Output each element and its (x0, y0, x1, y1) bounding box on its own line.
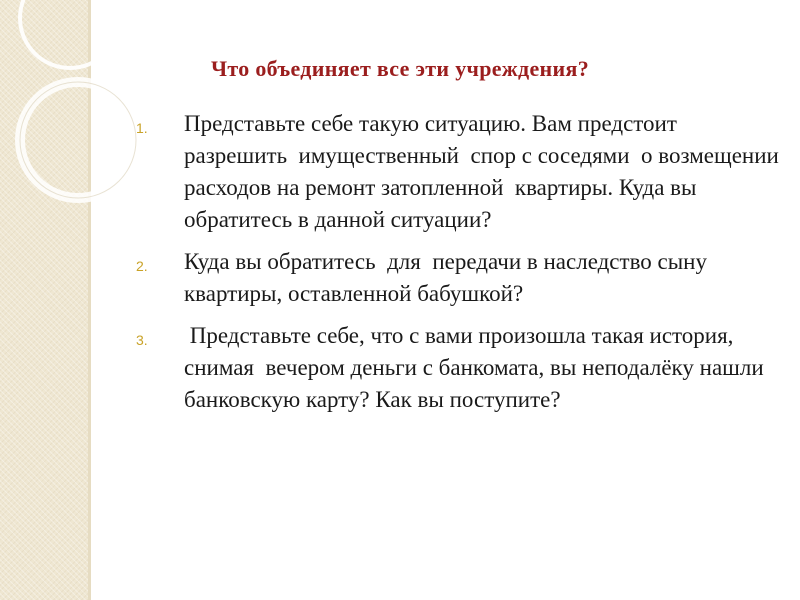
list-item (120, 320, 780, 416)
list-number: 2. (136, 258, 148, 274)
list-number: 3. (136, 332, 148, 348)
list-item-text: Куда вы обратитесь для передачи в наследство сыну квартиры, оставленной бабушкой? (184, 249, 719, 306)
list-number: 1. (136, 120, 148, 136)
list-item (120, 246, 780, 310)
list-item-text: Представьте себе такую ситуацию. Вам предстоит разрешить имущественный спор с соседями о возмещении расходов на ремонт затопленной квартиры. Куда вы обратитесь в данной ситуации? (184, 111, 785, 232)
slide-title: Что объединяет все эти учреждения? (210, 56, 589, 81)
list-item (120, 108, 785, 236)
question-list (120, 108, 785, 426)
list-item-text: Представьте себе, что с вами произошла такая история, снимая вечером деньги с банкомата, вы неподалёку нашли банковскую карту? Как вы поступите? (184, 323, 770, 412)
decorative-circles (0, 0, 140, 260)
